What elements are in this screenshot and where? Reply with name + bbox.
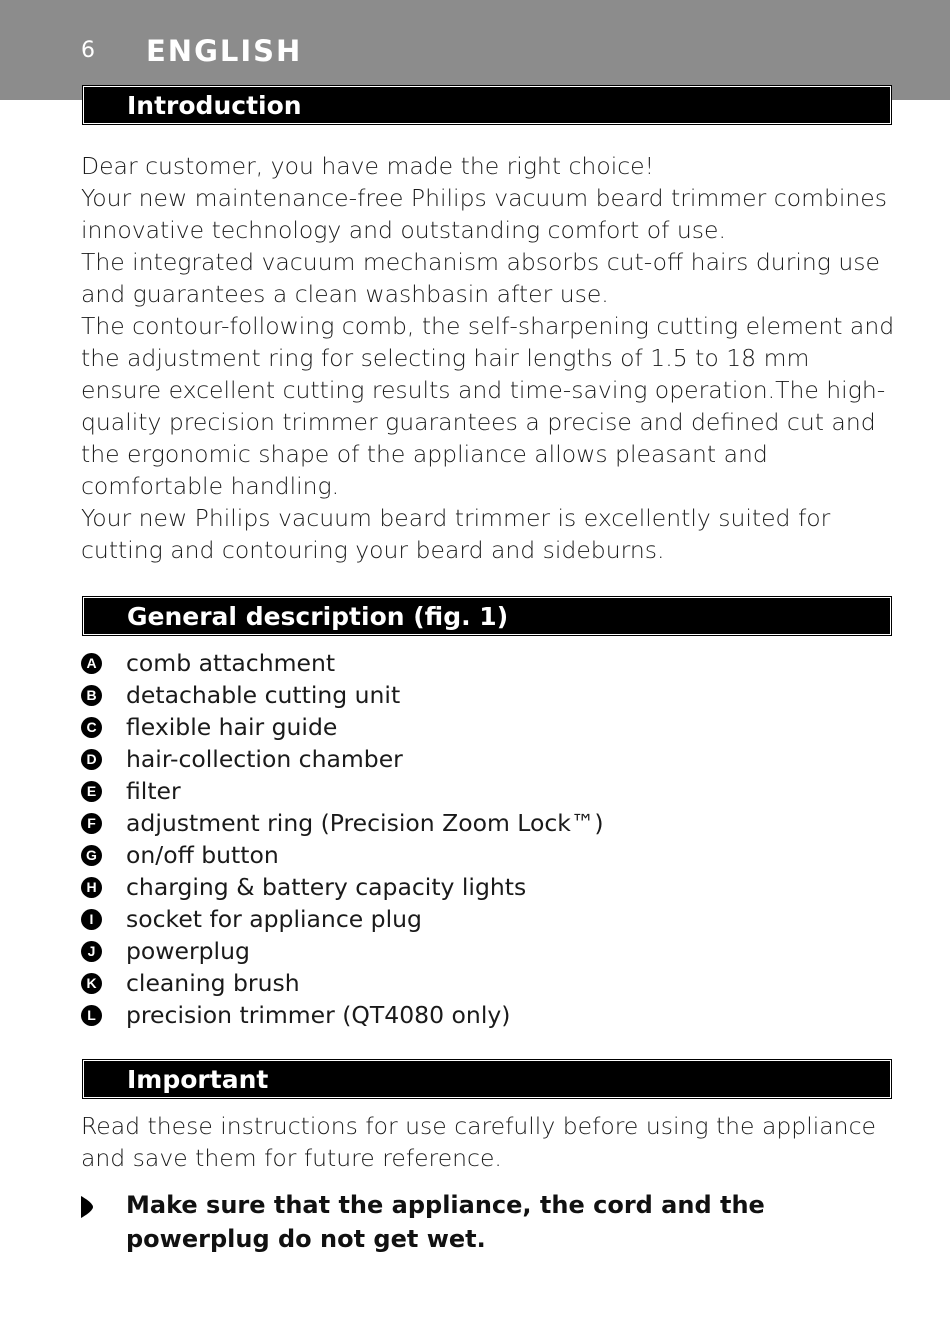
letter-badge-icon: D: [81, 749, 102, 770]
list-item-label: adjustment ring (Precision Zoom Lock™): [126, 809, 604, 837]
page-number: 6: [81, 38, 95, 63]
section-title-important: Important: [127, 1065, 269, 1094]
list-item-label: charging & battery capacity lights: [126, 873, 527, 901]
intro-paragraph: The integrated vacuum mechanism absorbs cut-off hairs during use and guarantees a clean washbasin after use.: [81, 248, 880, 308]
letter-badge-icon: L: [81, 1005, 102, 1026]
intro-paragraph: Your new Philips vacuum beard trimmer is excellently suited for cutting and contouring your beard and sideburns.: [81, 504, 831, 564]
letter-badge-icon: H: [81, 877, 102, 898]
section-title-introduction: Introduction: [127, 91, 302, 120]
letter-badge-icon: G: [81, 845, 102, 866]
list-item-label: on/off button: [126, 841, 279, 869]
list-item-label: flexible hair guide: [126, 713, 338, 741]
page-language: ENGLISH: [146, 34, 303, 68]
bullet-arrow-icon: [81, 1196, 93, 1218]
section-header-introduction: [83, 86, 891, 124]
intro-paragraph: Dear customer, you have made the right choice!: [81, 152, 655, 180]
header-band: [0, 0, 950, 100]
letter-badge-icon: C: [81, 717, 102, 738]
list-item-label: cleaning brush: [126, 969, 300, 997]
letter-badge-icon: K: [81, 973, 102, 994]
letter-badge-icon: E: [81, 781, 102, 802]
letter-badge-icon: I: [81, 909, 102, 930]
letter-badge-icon: B: [81, 685, 102, 706]
list-item-label: comb attachment: [126, 649, 336, 677]
warning-bullet-text: Make sure that the appliance, the cord and the powerplug do not get wet.: [126, 1191, 765, 1253]
list-item-label: precision trimmer (QT4080 only): [126, 1001, 511, 1029]
list-item-label: socket for appliance plug: [126, 905, 422, 933]
intro-paragraph: Your new maintenance-free Philips vacuum beard trimmer combines innovative technology and outstanding comfort of use.: [81, 184, 887, 244]
list-item-label: filter: [126, 777, 181, 805]
intro-paragraph: The contour-following comb, the self-sharpening cutting element and the adjustment ring for selecting hair lengths of 1.5 to 18 mm ensure excellent cutting results and time-saving operation.The high-quality precision trimmer guarantees a precise and defined cut and the ergonomic shape of the appliance allows pleasant and comfortable handling.: [81, 312, 895, 500]
introduction-body: [81, 150, 896, 566]
important-paragraph: Read these instructions for use carefully before using the appliance and save them for future reference.: [81, 1112, 876, 1172]
letter-badge-icon: F: [81, 813, 102, 834]
section-title-general-description: General description (fig. 1): [127, 602, 509, 631]
letter-badge-icon: A: [81, 653, 102, 674]
list-item-label: hair-collection chamber: [126, 745, 403, 773]
list-item-label: powerplug: [126, 937, 250, 965]
important-body: [81, 1110, 896, 1174]
list-item-label: detachable cutting unit: [126, 681, 401, 709]
letter-badge-icon: J: [81, 941, 102, 962]
section-header-important: [83, 1060, 891, 1098]
section-header-general-description: [83, 597, 891, 635]
